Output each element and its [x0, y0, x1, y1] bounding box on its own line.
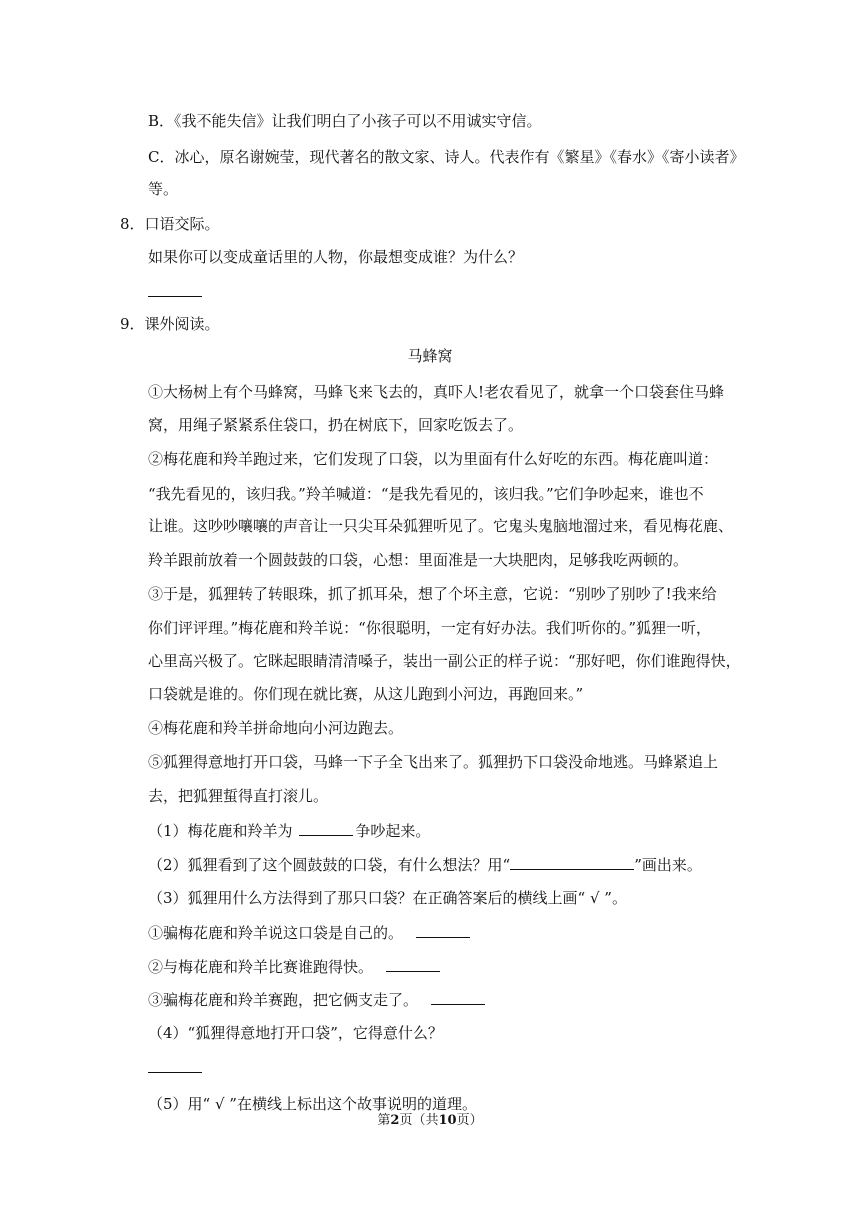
sub-question-4-blank[interactable]: [148, 1072, 202, 1073]
passage-line: ④梅花鹿和羚羊拼命地向小河边跑去。: [148, 719, 404, 737]
passage-line: 窝，用绳子紧紧系住袋口，扔在树底下，回家吃饭去了。: [148, 416, 524, 434]
footer-suffix: 页）: [456, 1113, 483, 1128]
passage-line: 羚羊跟前放着一个圆鼓鼓的口袋，心想：里面准是一大块肥肉，足够我吃两顿的。: [148, 551, 689, 569]
sub-question-3-option-3: [148, 988, 485, 1011]
q7-option-c-line2: 等。: [148, 180, 179, 198]
sub-question-3-option-1: [148, 921, 470, 944]
option-3-text: ③骗梅花鹿和羚羊赛跑，把它俩支走了。: [148, 991, 419, 1009]
sub-question-3-option-2: [148, 955, 440, 978]
q8-heading: 8．口语交际。: [120, 215, 220, 233]
passage-line: 口袋就是谁的。你们现在就比赛，从这儿跑到小河边，再跑回来。”: [148, 685, 584, 703]
passage-line: ③于是，狐狸转了转眼珠，抓了抓耳朵，想了个坏主意，它说：“别吵了别吵了!我来给: [148, 585, 717, 603]
sub-question-2: [148, 853, 702, 876]
sub-question-1-blank[interactable]: [299, 819, 353, 836]
q8-prompt: 如果你可以变成童话里的人物，你最想变成谁？为什么？: [148, 248, 524, 266]
sub-question-2-tail: ”画出来。: [634, 856, 702, 874]
passage-line: 你们评评理。”梅花鹿和羚羊说：“你很聪明，一定有好办法。我们听你的。”狐狸一听，: [148, 619, 712, 637]
sub-question-4: （4）“狐狸得意地打开口袋”，它得意什么？: [148, 1024, 443, 1042]
q8-answer-blank[interactable]: [148, 296, 202, 297]
q7-option-b: B．《我不能失信》让我们明白了小孩子可以不用诚实守信。: [148, 112, 542, 130]
option-1-text: ①骗梅花鹿和羚羊说这口袋是自己的。: [148, 924, 404, 942]
option-2-text: ②与梅花鹿和羚羊比赛谁跑得快。: [148, 958, 374, 976]
option-2-blank[interactable]: [386, 955, 440, 972]
page-footer: [0, 1110, 860, 1132]
sub-question-5: （5）用“ √ ”在横线上标出这个故事说明的道理。: [148, 1095, 477, 1113]
passage-line: 让谁。这吵吵嚷嚷的声音让一只尖耳朵狐狸听见了。它鬼头鬼脑地溜过来，看见梅花鹿、: [148, 517, 734, 535]
sub-question-2-text: （2）狐狸看到了这个圆鼓鼓的口袋，有什么想法？用“: [148, 856, 511, 874]
q7-option-c-line1: C．冰心，原名谢婉莹，现代著名的散文家、诗人。代表作有《繁星》《春水》《寄小读者》: [148, 148, 745, 166]
passage-title: 马蜂窝: [407, 347, 453, 365]
passage-line: 心里高兴极了。它眯起眼睛清清嗓子，装出一副公正的样子说：“那好吧，你们谁跑得快，: [148, 652, 741, 670]
passage-line: 去，把狐狸蜇得直打滚儿。: [148, 787, 329, 805]
passage-line: ⑤狐狸得意地打开口袋，马蜂一下子全飞出来了。狐狸扔下口袋没命地逃。马蜂紧追上: [148, 753, 719, 771]
footer-total-pages: 10: [438, 1113, 457, 1128]
sub-question-1: [148, 819, 430, 842]
passage-line: ②梅花鹿和羚羊跑过来，它们发现了口袋，以为里面有什么好吃的东西。梅花鹿叫道：: [148, 450, 719, 468]
sub-question-1-tail: 争吵起来。: [355, 822, 431, 840]
footer-page-number: 2: [390, 1113, 400, 1128]
option-1-blank[interactable]: [416, 921, 470, 938]
passage-line: ①大杨树上有个马蜂窝，马蜂飞来飞去的，真吓人!老农看见了，就拿一个口袋套住马蜂: [148, 383, 725, 401]
option-3-blank[interactable]: [431, 988, 485, 1005]
sub-question-1-text: （1）梅花鹿和羚羊为: [148, 822, 293, 840]
sub-question-3: （3）狐狸用什么方法得到了那只口袋？在正确答案后的横线上画“ √ ”。: [148, 889, 627, 907]
q9-heading: 9．课外阅读。: [120, 315, 220, 333]
passage-line: “我先看见的，该归我。”羚羊喊道：“是我先看见的，该归我。”它们争吵起来，谁也不: [148, 485, 704, 503]
footer-prefix: 第: [377, 1113, 391, 1128]
sub-question-2-blank[interactable]: [510, 853, 634, 870]
footer-middle: 页（共: [399, 1113, 439, 1128]
